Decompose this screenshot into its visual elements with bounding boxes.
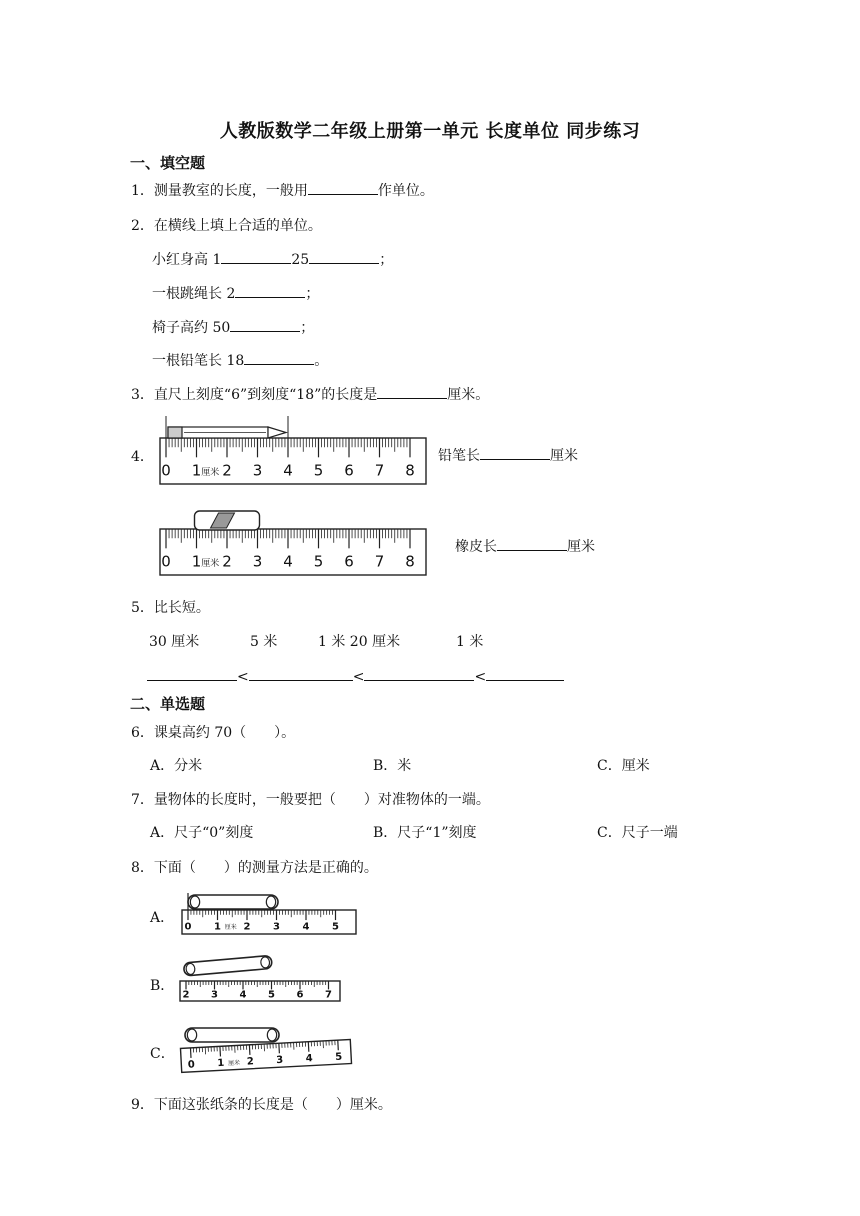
ruler-tick-label: 2 <box>243 921 251 933</box>
answer-blank[interactable] <box>230 317 300 332</box>
question-number: 2． <box>131 218 154 234</box>
ruler-tick-label: 8 <box>405 461 415 480</box>
compare-item: 1 米 20 厘米 <box>318 634 401 650</box>
ruler-tick-label: 4 <box>283 461 293 480</box>
question-6 <box>131 722 295 742</box>
stick-body <box>183 955 272 976</box>
ruler-tick-label: 2 <box>246 1056 255 1068</box>
ruler <box>180 1040 351 1073</box>
ruler-figure-a <box>178 890 360 940</box>
ruler-tick-label: 3 <box>211 989 218 1001</box>
question-number: 4． <box>131 449 154 465</box>
ruler-tick-label: 3 <box>275 1054 284 1067</box>
stick-end <box>190 896 199 908</box>
option-a[interactable]: A． <box>150 910 175 926</box>
compare-answer-line <box>147 666 564 685</box>
line-text: 一根铅笔长 18 <box>152 353 245 369</box>
ruler-tick-label: 6 <box>296 989 304 1001</box>
line-text: ； <box>305 286 320 302</box>
question-8 <box>131 857 378 877</box>
pencil-tip <box>268 427 286 438</box>
ruler-tick-label: 2 <box>222 552 232 571</box>
option-a[interactable]: A．分米 <box>150 758 203 774</box>
answer-blank[interactable] <box>497 536 567 551</box>
label: 橡皮长 <box>455 539 497 555</box>
ruler-tick-label: 2 <box>222 461 232 480</box>
ruler-tick-label: 2 <box>182 989 190 1001</box>
ruler-tick-label: 6 <box>344 552 354 571</box>
label: 厘米 <box>567 539 595 555</box>
question-text: 在横线上填上合适的单位。 <box>153 218 322 234</box>
answer-blank[interactable] <box>235 283 305 298</box>
eraser-ruler-figure <box>150 505 430 579</box>
ruler-tick-label: 3 <box>273 921 280 933</box>
answer-blank[interactable] <box>221 249 291 264</box>
pencil-ruler-figure <box>150 414 430 488</box>
ruler-tick <box>249 1045 250 1055</box>
ruler-tick <box>338 1040 339 1050</box>
section-heading-fill-in: 一、填空题 <box>130 154 206 172</box>
measured-stick <box>188 895 278 909</box>
stick-end <box>266 896 275 908</box>
pencil-length-line <box>438 445 578 465</box>
answer-blank[interactable] <box>486 666 564 681</box>
line-text: 小红身高 1 <box>152 252 222 268</box>
question-text: 下面这张纸条的长度是（ ）厘米。 <box>153 1097 392 1113</box>
answer-blank[interactable] <box>309 249 379 264</box>
question-number: 7． <box>131 792 154 808</box>
ruler-tick-label: 1 <box>217 1057 225 1070</box>
option-c[interactable]: C．厘米 <box>597 758 650 774</box>
ruler-tick-label: 5 <box>313 461 324 480</box>
ruler-tick-label: 0 <box>161 461 171 480</box>
answer-blank[interactable] <box>364 666 474 681</box>
answer-blank[interactable] <box>480 445 550 460</box>
option-b[interactable]: B．尺子“1”刻度 <box>373 825 477 841</box>
section-heading-single-choice: 二、单选题 <box>130 695 206 713</box>
answer-blank[interactable] <box>308 180 378 195</box>
question-text-end: 厘米。 <box>447 387 490 403</box>
question-number: 5． <box>131 600 154 616</box>
option-a[interactable]: A．尺子“0”刻度 <box>150 825 254 841</box>
ruler-tick-label: 0 <box>187 1059 196 1071</box>
label: 厘米 <box>550 448 578 464</box>
ruler-unit-label: 厘米 <box>224 924 237 932</box>
ruler-tick-label: 8 <box>405 552 415 571</box>
line-text: ； <box>300 320 315 336</box>
compare-item: 1 米 <box>456 634 484 650</box>
ruler-tick-label: 3 <box>252 552 263 571</box>
line-text: 椅子高约 50 <box>152 320 231 336</box>
stick-end <box>260 957 270 969</box>
question-9 <box>131 1094 392 1114</box>
ruler-tick-label: 4 <box>302 921 310 933</box>
ruler-tick-label: 1 <box>191 552 202 571</box>
question-2-line-3 <box>152 317 314 337</box>
stick-body <box>185 1028 279 1042</box>
ruler-tick <box>308 1042 309 1052</box>
less-than-sign: < <box>474 669 487 685</box>
ruler-tick <box>279 1043 280 1053</box>
less-than-sign: < <box>352 669 365 685</box>
ruler-tick-label: 3 <box>252 461 263 480</box>
question-text: 课桌高约 70（ ）。 <box>153 725 296 741</box>
question-2 <box>131 215 322 235</box>
question-5 <box>131 597 210 617</box>
ruler-tick <box>190 1048 191 1058</box>
stick-end <box>187 1029 196 1041</box>
question-1 <box>131 180 434 200</box>
ruler-tick-label: 6 <box>344 461 354 480</box>
ruler-tick-label: 7 <box>374 461 385 480</box>
ruler-tick-label: 4 <box>283 552 293 571</box>
ruler-tick-label: 0 <box>184 921 192 933</box>
pencil-eraser-end <box>168 427 182 438</box>
ruler <box>182 910 356 934</box>
ruler-unit-label: 厘米 <box>227 1059 241 1068</box>
measured-stick <box>185 1028 279 1042</box>
question-2-line-4 <box>152 350 328 370</box>
question-number: 6． <box>131 725 154 741</box>
ruler <box>160 438 426 484</box>
ruler-unit-label: 厘米 <box>201 467 220 478</box>
compare-item: 30 厘米 <box>149 634 200 650</box>
option-c[interactable]: C．尺子一端 <box>597 825 678 841</box>
line-text: 一根跳绳长 2 <box>152 286 236 302</box>
ruler-figure-c <box>175 1022 360 1078</box>
answer-blank[interactable] <box>377 384 447 399</box>
eraser-length-line <box>455 536 595 556</box>
answer-blank[interactable] <box>249 666 353 681</box>
question-text: 直尺上刻度“6”到刻度“18”的长度是 <box>153 387 378 403</box>
compare-item: 5 米 <box>250 634 278 650</box>
line-text: 25 <box>291 252 310 268</box>
stick-end <box>267 1029 276 1041</box>
ruler-unit-label: 厘米 <box>201 558 220 569</box>
label: 铅笔长 <box>438 448 480 464</box>
ruler-tick-label: 4 <box>305 1053 313 1065</box>
measured-stick <box>183 955 272 976</box>
question-7 <box>131 789 490 809</box>
stick-end <box>186 963 196 975</box>
ruler-tick-label: 5 <box>334 1051 343 1064</box>
ruler-tick-label: 5 <box>313 552 324 571</box>
question-2-line-1 <box>152 249 393 269</box>
ruler-tick-label: 7 <box>325 989 332 1001</box>
option-c[interactable]: C． <box>150 1046 175 1062</box>
question-text: 测量教室的长度，一般用 <box>153 183 308 199</box>
question-text: 比长短。 <box>153 600 210 616</box>
ruler-tick-label: 4 <box>239 989 247 1001</box>
stick-body <box>188 895 278 909</box>
ruler-tick <box>220 1046 221 1056</box>
option-b[interactable]: B． <box>150 978 175 994</box>
ruler-tick-label: 7 <box>374 552 385 571</box>
ruler-tick-label: 5 <box>268 989 275 1001</box>
ruler <box>160 529 426 575</box>
question-2-line-2 <box>152 283 319 303</box>
option-b[interactable]: B．米 <box>373 758 412 774</box>
question-text-end: 作单位。 <box>377 183 434 199</box>
question-number: 9． <box>131 1097 154 1113</box>
question-3 <box>131 384 489 404</box>
ruler-tick-label: 1 <box>191 461 202 480</box>
question-number: 8． <box>131 860 154 876</box>
ruler-tick-label: 5 <box>332 921 339 933</box>
less-than-sign: < <box>237 669 249 685</box>
answer-blank[interactable] <box>147 666 237 681</box>
ruler-tick-label: 1 <box>214 921 221 933</box>
question-text: 下面（ ）的测量方法是正确的。 <box>153 860 378 876</box>
page-title: 人教版数学二年级上册第一单元 长度单位 同步练习 <box>219 121 641 142</box>
line-text: ； <box>379 252 394 268</box>
ruler-tick-label: 0 <box>161 552 171 571</box>
ruler-figure-b <box>178 955 344 1005</box>
ruler <box>180 981 340 1001</box>
answer-blank[interactable] <box>244 350 314 365</box>
question-number: 1． <box>131 183 154 199</box>
question-text: 量物体的长度时，一般要把（ ）对准物体的一端。 <box>153 792 490 808</box>
line-text: 。 <box>314 353 329 369</box>
question-number: 3． <box>131 387 154 403</box>
